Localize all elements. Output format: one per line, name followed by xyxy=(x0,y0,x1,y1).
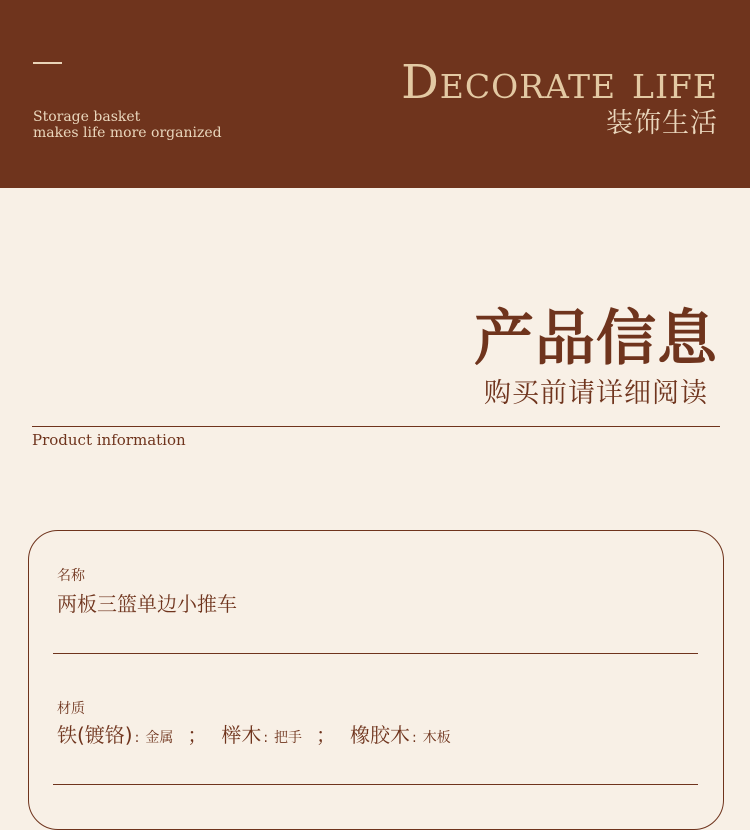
material-value xyxy=(57,722,451,751)
material-label: 材质 xyxy=(57,701,85,717)
material-2-colon: : xyxy=(263,730,269,746)
material-3-part: 木板 xyxy=(422,730,451,746)
name-value: 两板三篮单边小推车 xyxy=(57,592,237,616)
tagline-line-2: makes life more organized xyxy=(33,125,222,141)
section-divider xyxy=(32,426,720,427)
name-divider xyxy=(53,653,698,654)
material-separator-1: ； xyxy=(187,723,208,747)
material-2-part: 把手 xyxy=(274,730,303,746)
material-2-name: 榉木 xyxy=(221,723,262,747)
material-1-part: 金属 xyxy=(145,730,174,746)
section-subtitle: 购买前请详细阅读 xyxy=(484,378,708,409)
material-separator-2: ； xyxy=(316,723,337,747)
decorative-dash xyxy=(33,62,62,64)
product-info-card xyxy=(28,530,724,830)
material-1-colon: : xyxy=(134,730,140,746)
banner-title-cn: 装饰生活 xyxy=(606,108,718,139)
section-title-en: Product information xyxy=(32,431,186,449)
banner-tagline xyxy=(33,109,222,141)
header-banner xyxy=(0,0,750,188)
banner-title-en: Decorate life xyxy=(401,55,718,110)
name-label: 名称 xyxy=(57,568,85,584)
material-3-colon: : xyxy=(412,730,417,746)
material-1-name: 铁(镀铬) xyxy=(57,723,133,747)
tagline-line-1: Storage basket xyxy=(33,109,141,125)
material-3-name: 橡胶木 xyxy=(350,723,411,747)
section-title: 产品信息 xyxy=(474,304,718,374)
